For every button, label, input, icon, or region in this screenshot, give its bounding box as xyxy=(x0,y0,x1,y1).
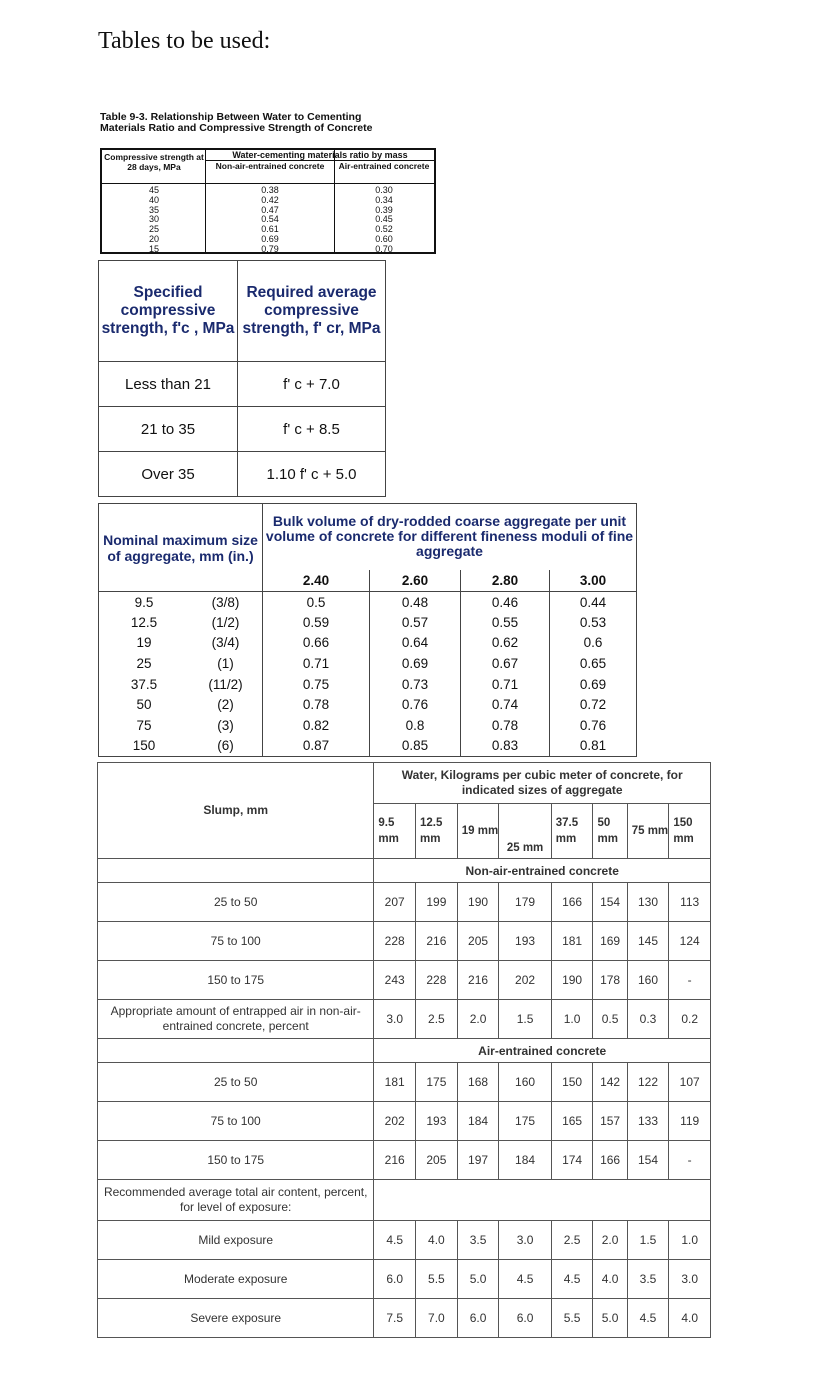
water-cell: 7.0 xyxy=(416,1299,458,1338)
table-row xyxy=(98,1000,711,1039)
water-cell: 5.0 xyxy=(457,1260,499,1299)
table-row xyxy=(98,1141,711,1180)
table-9-3-cell: 15 xyxy=(148,243,159,254)
slump-label: 150 to 175 xyxy=(98,961,374,1000)
specified-strength-header: Specified compressive strength, f'c , MPa xyxy=(99,261,238,362)
water-cell: 228 xyxy=(374,922,416,961)
table-row xyxy=(99,612,637,633)
bulk-volume-cell: 0.83 xyxy=(461,736,550,757)
table-9-3-cell: 0.39 xyxy=(375,204,393,215)
water-cell: 165 xyxy=(551,1102,593,1141)
water-cell: 1.5 xyxy=(627,1221,669,1260)
bulk-volume-cell: 0.85 xyxy=(370,736,461,757)
water-cell: 2.5 xyxy=(416,1000,458,1039)
water-cell: 119 xyxy=(669,1102,711,1141)
bulk-volume-cell: 0.57 xyxy=(370,612,461,633)
table-row xyxy=(99,362,386,407)
water-cell: 145 xyxy=(627,922,669,961)
slump-label: Severe exposure xyxy=(98,1299,374,1338)
table-row xyxy=(98,1260,711,1299)
table-row xyxy=(98,1221,711,1260)
water-cell: 160 xyxy=(627,961,669,1000)
aggregate-size-header: 9.5 mm xyxy=(374,804,416,859)
table-9-3-cell: 0.30 xyxy=(375,185,393,195)
water-cell: 166 xyxy=(593,1141,627,1180)
water-cell: 174 xyxy=(551,1141,593,1180)
table-9-3-cell: 0.54 xyxy=(261,214,279,225)
bulk-volume-cell: 0.74 xyxy=(461,694,550,715)
water-cell: 168 xyxy=(457,1063,499,1102)
table-9-3 xyxy=(100,148,436,254)
water-cell: 5.0 xyxy=(593,1299,627,1338)
water-cell: 5.5 xyxy=(416,1260,458,1299)
water-cell: 190 xyxy=(457,883,499,922)
water-cell: 4.5 xyxy=(551,1260,593,1299)
bulk-volume-cell: 0.69 xyxy=(550,674,637,695)
recommended-label: Recommended average total air content, percent, for level of exposure: xyxy=(98,1180,374,1221)
aggregate-size-in: (6) xyxy=(189,736,263,757)
water-cell: 3.0 xyxy=(499,1221,551,1260)
water-cell: 184 xyxy=(499,1141,551,1180)
bulk-volume-cell: 0.55 xyxy=(461,612,550,633)
water-cell: 216 xyxy=(457,961,499,1000)
aggregate-size-header: 12.5 mm xyxy=(416,804,458,859)
water-cell: 193 xyxy=(499,922,551,961)
water-cell: 179 xyxy=(499,883,551,922)
table-row xyxy=(99,407,386,452)
water-cell: 154 xyxy=(627,1141,669,1180)
table-row xyxy=(98,1063,711,1102)
bulk-volume-cell: 0.73 xyxy=(370,674,461,695)
air-section: Air-entrained concrete xyxy=(374,1039,711,1063)
water-cell: 133 xyxy=(627,1102,669,1141)
slump-label: 75 to 100 xyxy=(98,1102,374,1141)
water-cell: 181 xyxy=(551,922,593,961)
water-cell: 107 xyxy=(669,1063,711,1102)
aggregate-size-header: 150 mm xyxy=(669,804,711,859)
table-row xyxy=(99,736,637,757)
aggregate-size-mm: 12.5 xyxy=(99,612,190,633)
table-9-3-cell: 35 xyxy=(148,204,159,215)
water-table xyxy=(97,762,711,1338)
water-cell: 181 xyxy=(374,1063,416,1102)
specified-strength-cell: 21 to 35 xyxy=(99,407,238,452)
water-cell: 1.5 xyxy=(499,1000,551,1039)
water-cell: 175 xyxy=(416,1063,458,1102)
water-cell: 216 xyxy=(374,1141,416,1180)
table-row xyxy=(99,715,637,736)
water-cell: 199 xyxy=(416,883,458,922)
table-row xyxy=(98,1102,711,1141)
water-cell: 175 xyxy=(499,1102,551,1141)
aggregate-size-header: 50 mm xyxy=(593,804,627,859)
strength-column xyxy=(102,186,206,255)
bulk-volume-cell: 0.75 xyxy=(263,674,370,695)
bulk-volume-cell: 0.66 xyxy=(263,633,370,654)
water-cell: 2.0 xyxy=(593,1221,627,1260)
bulk-volume-cell: 0.62 xyxy=(461,633,550,654)
aggregate-size-mm: 150 xyxy=(99,736,190,757)
table-9-3-cell: 0.79 xyxy=(261,243,279,254)
table-9-3-cell: 40 xyxy=(148,194,159,205)
water-cell: 202 xyxy=(374,1102,416,1141)
bulk-volume-cell: 0.69 xyxy=(370,653,461,674)
table-row xyxy=(99,633,637,654)
table-9-3-cell: 0.42 xyxy=(261,194,279,205)
table-9-3-cell: 0.61 xyxy=(261,224,279,235)
water-cell: 4.5 xyxy=(374,1221,416,1260)
water-cell: 1.0 xyxy=(551,1000,593,1039)
bulk-volume-cell: 0.48 xyxy=(370,592,461,613)
water-cell: 6.0 xyxy=(499,1299,551,1338)
water-cell: 157 xyxy=(593,1102,627,1141)
water-cell: 2.0 xyxy=(457,1000,499,1039)
slump-label: 75 to 100 xyxy=(98,922,374,961)
water-cell: 205 xyxy=(457,922,499,961)
table-9-3-cell: 25 xyxy=(148,224,159,235)
water-cell: - xyxy=(669,961,711,1000)
aggregate-size-mm: 9.5 xyxy=(99,592,190,613)
bulk-volume-cell: 0.78 xyxy=(263,694,370,715)
blank-cell xyxy=(98,1039,374,1063)
aggregate-size-in: (3/8) xyxy=(189,592,263,613)
water-cell: 7.5 xyxy=(374,1299,416,1338)
specified-strength-cell: Less than 21 xyxy=(99,362,238,407)
blank-cell xyxy=(374,1180,711,1221)
col-wcr-header: Water-cementing materials ratio by mass xyxy=(206,150,434,161)
required-strength-cell: f' c + 7.0 xyxy=(238,362,386,407)
required-strength-table xyxy=(98,260,386,497)
water-cell: 3.5 xyxy=(457,1221,499,1260)
water-cell: 3.5 xyxy=(627,1260,669,1299)
water-cell: 3.0 xyxy=(374,1000,416,1039)
water-cell: 228 xyxy=(416,961,458,1000)
bulk-volume-cell: 0.59 xyxy=(263,612,370,633)
bulk-volume-cell: 0.5 xyxy=(263,592,370,613)
water-cell: 5.5 xyxy=(551,1299,593,1338)
water-cell: 4.5 xyxy=(627,1299,669,1338)
bulk-volume-cell: 0.71 xyxy=(461,674,550,695)
bulk-header: Bulk volume of dry-rodded coarse aggregate per unit volume of concrete for different fineness moduli of fine aggregate xyxy=(263,504,637,570)
required-strength-cell: f' c + 8.5 xyxy=(238,407,386,452)
slump-label: Mild exposure xyxy=(98,1221,374,1260)
bulk-volume-cell: 0.76 xyxy=(370,694,461,715)
table-row xyxy=(98,922,711,961)
table-9-3-cell: 20 xyxy=(148,233,159,244)
water-cell: 130 xyxy=(627,883,669,922)
table-9-3-cell: 0.34 xyxy=(375,194,393,205)
air-column xyxy=(334,186,434,255)
aggregate-size-mm: 25 xyxy=(99,653,190,674)
water-cell: 6.0 xyxy=(374,1260,416,1299)
aggregate-size-mm: 19 xyxy=(99,633,190,654)
table-9-3-cell: 0.70 xyxy=(375,243,393,254)
water-cell: 160 xyxy=(499,1063,551,1102)
aggregate-size-header: 75 mm xyxy=(627,804,669,859)
bulk-volume-cell: 0.64 xyxy=(370,633,461,654)
table-row xyxy=(98,961,711,1000)
table-9-3-cell: 0.69 xyxy=(261,233,279,244)
table-9-3-cell: 45 xyxy=(148,185,159,195)
bulk-volume-cell: 0.6 xyxy=(550,633,637,654)
water-cell: 124 xyxy=(669,922,711,961)
water-cell: 0.3 xyxy=(627,1000,669,1039)
col-non-air-header: Non-air-entrained concrete xyxy=(215,161,325,171)
water-cell: 205 xyxy=(416,1141,458,1180)
bulk-volume-table xyxy=(98,503,637,757)
water-cell: 4.0 xyxy=(416,1221,458,1260)
table-9-3-cell: 30 xyxy=(148,214,159,225)
bulk-volume-cell: 0.82 xyxy=(263,715,370,736)
aggregate-size-header: 19 mm xyxy=(457,804,499,859)
water-cell: 0.5 xyxy=(593,1000,627,1039)
water-cell: 193 xyxy=(416,1102,458,1141)
water-cell: 2.5 xyxy=(551,1221,593,1260)
non-air-column xyxy=(206,186,334,255)
water-cell: 178 xyxy=(593,961,627,1000)
table-row xyxy=(99,452,386,497)
aggregate-size-in: (11/2) xyxy=(208,676,243,692)
slump-label: 150 to 175 xyxy=(98,1141,374,1180)
required-strength-header: Required average compressive strength, f' cr, MPa xyxy=(238,261,386,362)
water-cell: 113 xyxy=(669,883,711,922)
water-cell: 142 xyxy=(593,1063,627,1102)
fineness-modulus-header: 2.80 xyxy=(461,570,550,592)
table-9-3-cell: 0.47 xyxy=(261,204,279,215)
water-cell: 4.0 xyxy=(669,1299,711,1338)
water-cell: 3.0 xyxy=(669,1260,711,1299)
blank-cell xyxy=(98,859,374,883)
table-row xyxy=(98,1299,711,1338)
fineness-modulus-header: 2.40 xyxy=(263,570,370,592)
aggregate-size-in: (2) xyxy=(217,697,234,713)
aggregate-size-header: 37.5 mm xyxy=(551,804,593,859)
water-cell: 154 xyxy=(593,883,627,922)
table-row xyxy=(98,883,711,922)
water-header: Water, Kilograms per cubic meter of concrete, for indicated sizes of aggregate xyxy=(374,763,711,804)
water-cell: 0.2 xyxy=(669,1000,711,1039)
table-row xyxy=(99,694,637,715)
water-cell: 166 xyxy=(551,883,593,922)
non-air-section: Non-air-entrained concrete xyxy=(374,859,711,883)
table-row xyxy=(99,674,637,695)
table-9-3-caption: Table 9-3. Relationship Between Water to Cementing Materials Ratio and Compressive Strength of Concrete xyxy=(100,111,373,134)
col-air-header: Air-entrained concrete xyxy=(338,161,430,171)
slump-label: Appropriate amount of entrapped air in non-air-entrained concrete, percent xyxy=(98,1000,374,1039)
aggregate-size-mm: 37.5 xyxy=(99,674,190,695)
aggregate-size-mm: 75 xyxy=(99,715,190,736)
bulk-volume-cell: 0.8 xyxy=(370,715,461,736)
water-cell: 216 xyxy=(416,922,458,961)
table-row xyxy=(99,592,637,613)
water-cell: 169 xyxy=(593,922,627,961)
table-row xyxy=(99,653,637,674)
water-cell: 122 xyxy=(627,1063,669,1102)
bulk-volume-cell: 0.78 xyxy=(461,715,550,736)
table-9-3-cell: 0.52 xyxy=(375,224,393,235)
bulk-volume-cell: 0.81 xyxy=(550,736,637,757)
fineness-modulus-header: 3.00 xyxy=(550,570,637,592)
table-9-3-cell: 0.45 xyxy=(375,214,393,225)
bulk-volume-cell: 0.76 xyxy=(550,715,637,736)
bulk-volume-cell: 0.67 xyxy=(461,653,550,674)
bulk-volume-cell: 0.44 xyxy=(550,592,637,613)
aggregate-size-in: (1) xyxy=(217,656,234,672)
fineness-modulus-header: 2.60 xyxy=(370,570,461,592)
water-cell: 207 xyxy=(374,883,416,922)
bulk-volume-cell: 0.46 xyxy=(461,592,550,613)
bulk-volume-cell: 0.87 xyxy=(263,736,370,757)
page-title: Tables to be used: xyxy=(98,28,271,54)
bulk-volume-cell: 0.71 xyxy=(263,653,370,674)
slump-label: 25 to 50 xyxy=(98,1063,374,1102)
water-cell: 202 xyxy=(499,961,551,1000)
aggregate-size-in: (3) xyxy=(217,717,234,733)
bulk-volume-cell: 0.65 xyxy=(550,653,637,674)
required-strength-cell: 1.10 f' c + 5.0 xyxy=(238,452,386,497)
table-9-3-cell: 0.60 xyxy=(375,233,393,244)
water-cell: 4.5 xyxy=(499,1260,551,1299)
water-cell: 190 xyxy=(551,961,593,1000)
bulk-volume-cell: 0.53 xyxy=(550,612,637,633)
water-cell: 243 xyxy=(374,961,416,1000)
water-cell: 150 xyxy=(551,1063,593,1102)
col-strength-header: Compressive strength at 28 days, MPa xyxy=(104,152,204,172)
aggregate-size-mm: 50 xyxy=(99,694,190,715)
aggregate-size-header: 25 mm xyxy=(499,804,551,859)
specified-strength-cell: Over 35 xyxy=(99,452,238,497)
aggregate-size-in: (3/4) xyxy=(211,635,240,651)
slump-label: Moderate exposure xyxy=(98,1260,374,1299)
slump-header: Slump, mm xyxy=(98,763,374,859)
table-9-3-cell: 0.38 xyxy=(261,185,279,195)
water-cell: 1.0 xyxy=(669,1221,711,1260)
water-cell: 4.0 xyxy=(593,1260,627,1299)
water-cell: - xyxy=(669,1141,711,1180)
slump-label: 25 to 50 xyxy=(98,883,374,922)
aggregate-size-in: (1/2) xyxy=(211,614,240,630)
bulk-volume-cell: 0.72 xyxy=(550,694,637,715)
water-cell: 184 xyxy=(457,1102,499,1141)
water-cell: 197 xyxy=(457,1141,499,1180)
size-header: Nominal maximum size of aggregate, mm (in.) xyxy=(99,504,263,592)
water-cell: 6.0 xyxy=(457,1299,499,1338)
